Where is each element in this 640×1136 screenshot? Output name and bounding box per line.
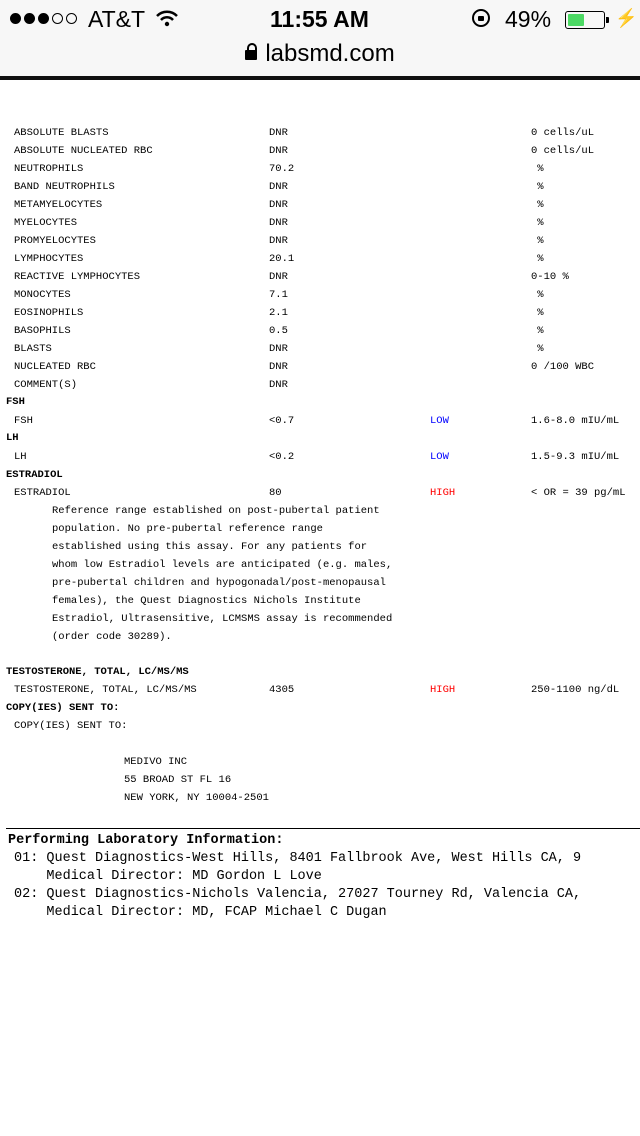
test-value: 4305 <box>269 684 295 696</box>
reference-range: % <box>531 217 544 229</box>
rotation-lock-icon <box>472 9 490 27</box>
carrier-name: AT&T <box>88 6 146 32</box>
comment-line: females), the Quest Diagnostics Nichols Institute <box>52 595 361 607</box>
test-name: NUCLEATED RBC <box>14 361 96 373</box>
test-name: METAMYELOCYTES <box>14 199 103 211</box>
reference-range: % <box>531 343 544 355</box>
copies-label: COPY(IES) SENT TO: <box>14 720 128 732</box>
test-name: COMMENT(S) <box>14 379 78 391</box>
reference-range: % <box>531 181 544 193</box>
lock-icon <box>245 50 257 60</box>
test-value: DNR <box>269 217 288 229</box>
result-row-lh <box>0 451 640 469</box>
divider <box>6 828 640 829</box>
flag-low: LOW <box>430 415 449 427</box>
section-heading-copies: COPY(IES) SENT TO: <box>6 702 120 714</box>
test-name: ABSOLUTE BLASTS <box>14 127 109 139</box>
reference-range: < OR = 39 pg/mL <box>531 487 626 499</box>
clock: 11:55 AM <box>270 6 369 32</box>
reference-range: % <box>531 199 544 211</box>
performing-lab-line: Medical Director: MD Gordon L Love <box>14 869 322 884</box>
reference-range: % <box>531 163 544 175</box>
test-value: DNR <box>269 343 288 355</box>
result-row <box>0 235 640 253</box>
result-row <box>0 343 640 361</box>
signal-strength-icon <box>10 13 77 24</box>
result-row <box>0 199 640 217</box>
test-name: FSH <box>14 415 33 427</box>
reference-range: % <box>531 253 544 265</box>
status-bar <box>0 0 640 40</box>
test-name: ESTRADIOL <box>14 487 71 499</box>
comment-line: pre-pubertal children and hypogonadal/post-menopausal <box>52 577 386 589</box>
section-heading-lh: LH <box>6 432 19 444</box>
comment-line: established using this assay. For any patients for <box>52 541 368 553</box>
result-row <box>0 271 640 289</box>
battery-percent: 49% <box>505 6 552 32</box>
test-value: 80 <box>269 487 282 499</box>
comment-line: population. No pre-pubertal reference range <box>52 523 323 535</box>
test-name: LYMPHOCYTES <box>14 253 84 265</box>
wifi-icon <box>155 9 179 35</box>
result-row <box>0 289 640 307</box>
result-row <box>0 325 640 343</box>
test-value: DNR <box>269 361 288 373</box>
test-value: DNR <box>269 379 288 391</box>
flag-high: HIGH <box>430 684 456 696</box>
test-value: 2.1 <box>269 307 288 319</box>
result-row <box>0 145 640 163</box>
test-value: <0.2 <box>269 451 295 463</box>
performing-lab-title: Performing Laboratory Information: <box>8 833 284 848</box>
reference-range: % <box>531 235 544 247</box>
address-field[interactable] <box>0 40 640 68</box>
recipient-city: NEW YORK, NY 10004-2501 <box>124 792 269 804</box>
result-row <box>0 361 640 379</box>
reference-range: 1.6-8.0 mIU/mL <box>531 415 620 427</box>
battery-icon <box>565 11 605 29</box>
test-value: DNR <box>269 199 288 211</box>
result-row-testosterone <box>0 684 640 702</box>
section-heading-fsh: FSH <box>6 396 25 408</box>
reference-range: 1.5-9.3 mIU/mL <box>531 451 620 463</box>
reference-range: 0 cells/uL <box>531 145 595 157</box>
test-name: BASOPHILS <box>14 325 71 337</box>
test-value: <0.7 <box>269 415 295 427</box>
test-value: 7.1 <box>269 289 288 301</box>
reference-range: % <box>531 325 544 337</box>
test-value: 20.1 <box>269 253 295 265</box>
result-row <box>0 253 640 271</box>
test-name: LH <box>14 451 27 463</box>
reference-range: 250-1100 ng/dL <box>531 684 620 696</box>
result-row <box>0 217 640 235</box>
test-name: BAND NEUTROPHILS <box>14 181 115 193</box>
result-row <box>0 181 640 199</box>
comment-line: Reference range established on post-pubertal patient <box>52 505 380 517</box>
reference-range: 0-10 % <box>531 271 569 283</box>
comment-line: (order code 30289). <box>52 631 172 643</box>
test-value: DNR <box>269 235 288 247</box>
reference-range: 0 cells/uL <box>531 127 595 139</box>
test-name: MYELOCYTES <box>14 217 78 229</box>
test-name: TESTOSTERONE, TOTAL, LC/MS/MS <box>14 684 197 696</box>
test-value: DNR <box>269 145 288 157</box>
test-name: BLASTS <box>14 343 52 355</box>
result-row <box>0 163 640 181</box>
test-value: DNR <box>269 127 288 139</box>
test-value: DNR <box>269 181 288 193</box>
performing-lab-line: 02: Quest Diagnostics-Nichols Valencia, 27027 Tourney Rd, Valencia CA, <box>14 887 582 902</box>
url-bar[interactable] <box>0 40 640 80</box>
test-name: EOSINOPHILS <box>14 307 84 319</box>
section-heading-estradiol: ESTRADIOL <box>6 469 63 481</box>
recipient-street: 55 BROAD ST FL 16 <box>124 774 232 786</box>
flag-low: LOW <box>430 451 449 463</box>
test-name: MONOCYTES <box>14 289 71 301</box>
test-name: NEUTROPHILS <box>14 163 84 175</box>
result-row <box>0 307 640 325</box>
reference-range: % <box>531 289 544 301</box>
section-heading-testosterone: TESTOSTERONE, TOTAL, LC/MS/MS <box>6 666 189 678</box>
reference-range: 0 /100 WBC <box>531 361 595 373</box>
performing-lab-line: 01: Quest Diagnostics-West Hills, 8401 Fallbrook Ave, West Hills CA, 9 <box>14 851 582 866</box>
flag-high: HIGH <box>430 487 456 499</box>
test-value: 70.2 <box>269 163 295 175</box>
reference-range: % <box>531 307 544 319</box>
result-row <box>0 127 640 145</box>
test-name: ABSOLUTE NUCLEATED RBC <box>14 145 153 157</box>
recipient-name: MEDIVO INC <box>124 756 188 768</box>
test-name: PROMYELOCYTES <box>14 235 96 247</box>
result-row-fsh <box>0 415 640 433</box>
charging-bolt-icon: ⚡ <box>615 8 638 28</box>
result-row <box>0 379 640 397</box>
result-row-estradiol <box>0 487 640 505</box>
test-value: DNR <box>269 271 288 283</box>
performing-lab-line: Medical Director: MD, FCAP Michael C Dugan <box>14 905 387 920</box>
test-name: REACTIVE LYMPHOCYTES <box>14 271 141 283</box>
test-value: 0.5 <box>269 325 288 337</box>
comment-line: whom low Estradiol levels are anticipated (e.g. males, <box>52 559 393 571</box>
url-domain: labsmd.com <box>265 40 395 67</box>
comment-line: Estradiol, Ultrasensitive, LCMSMS assay is recommended <box>52 613 393 625</box>
